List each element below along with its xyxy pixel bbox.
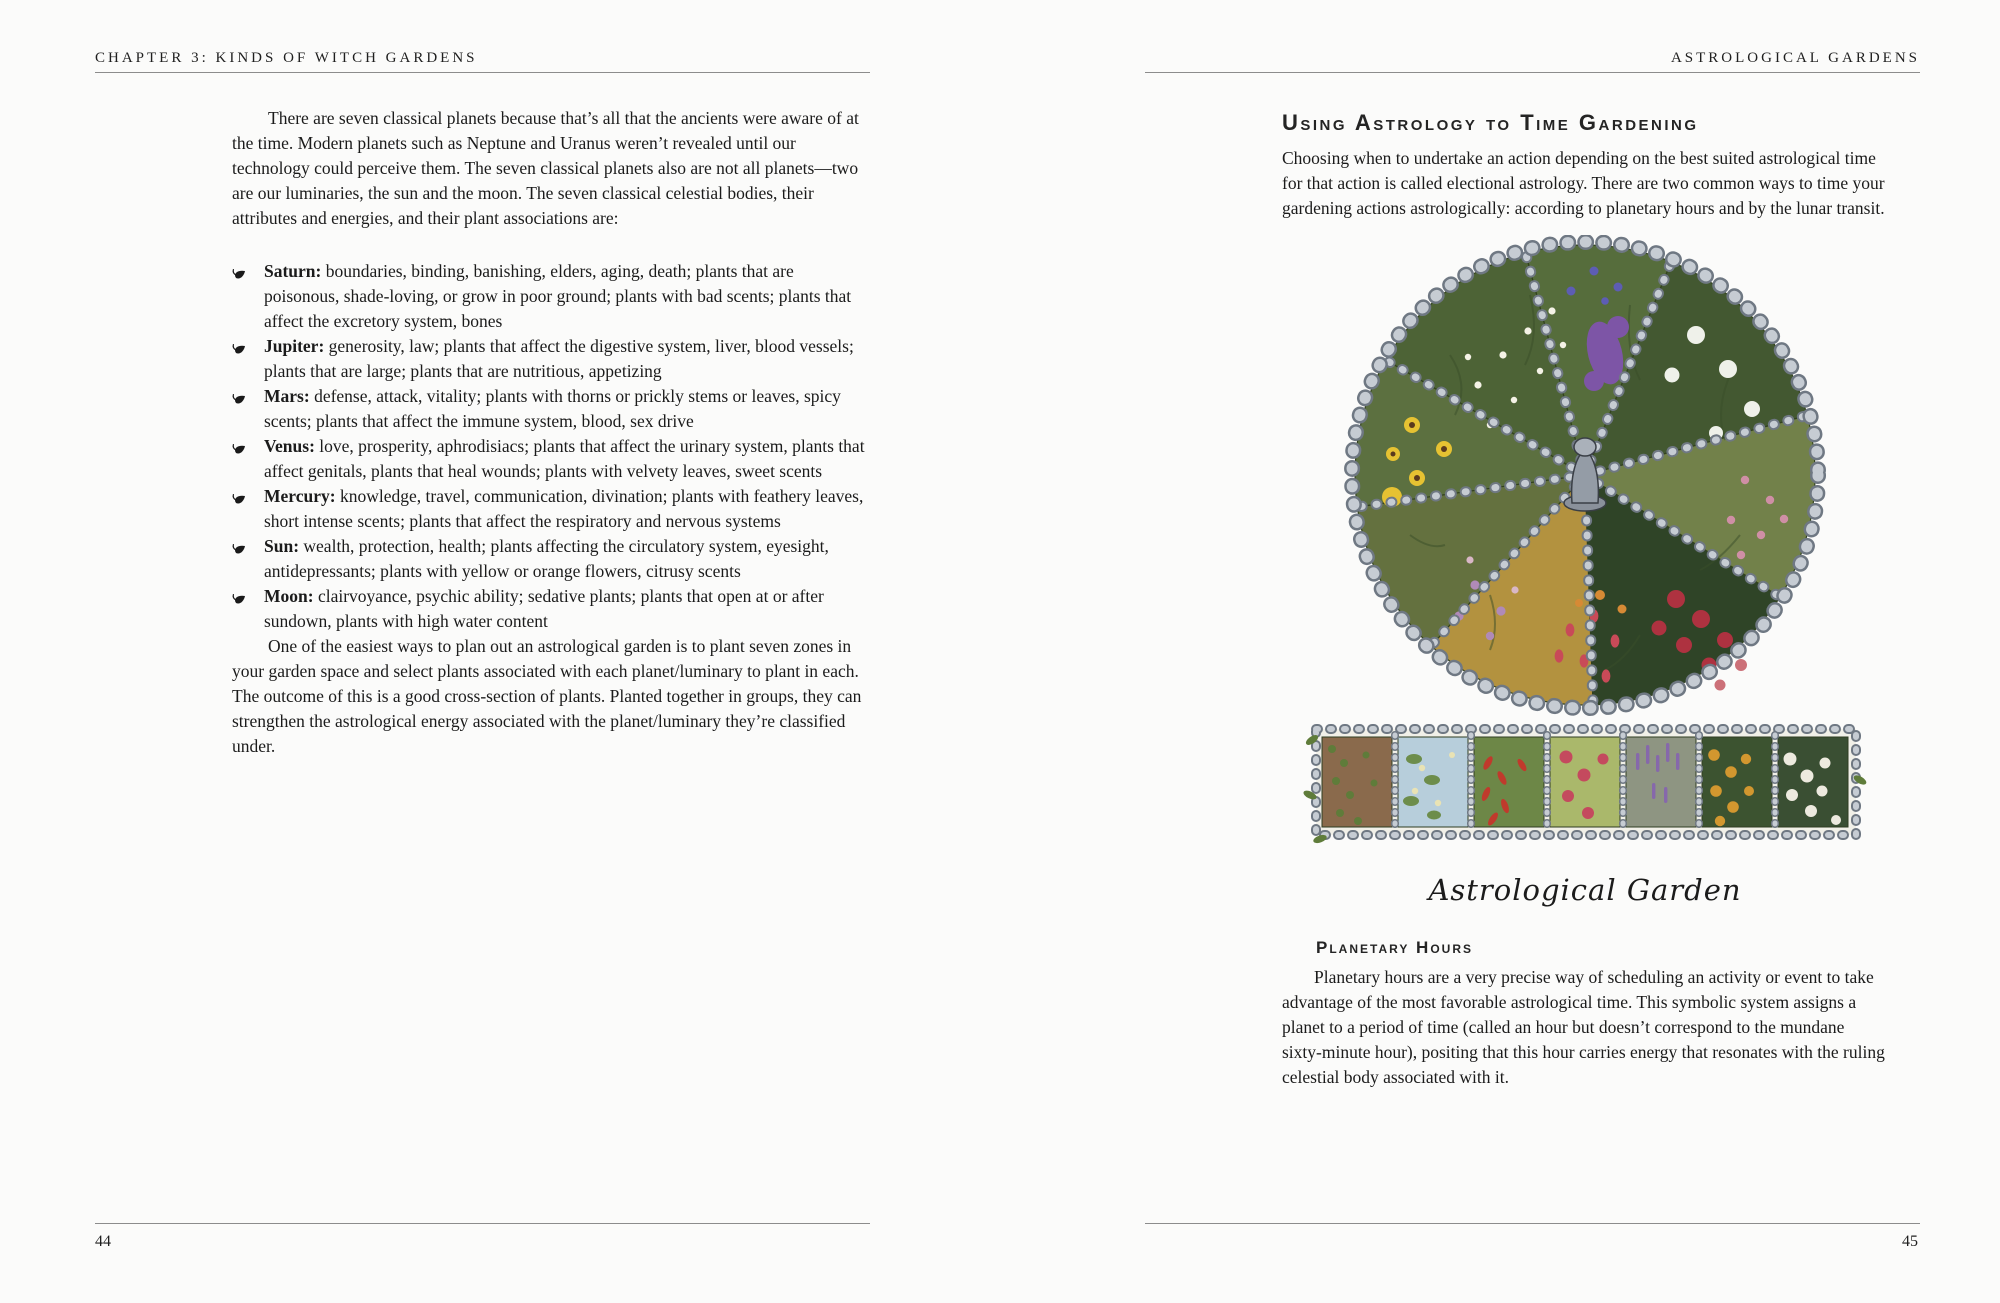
section-intro-paragraph: Choosing when to undertake an action depending on the best suited astrological time for that action is called electional astrology. There are two common ways to time your gardening actions astrologically: according to planetary hours and by the lunar transit. [1282, 148, 1885, 218]
running-head-chapter: CHAPTER 3: KINDS OF WITCH GARDENS [95, 50, 478, 66]
planet-name: Moon: [264, 586, 314, 606]
list-item-moon [232, 584, 868, 634]
bed-cell-chili [1474, 737, 1544, 827]
planet-text: boundaries, binding, banishing, elders, aging, death; plants that are poisonous, shade-loving, or grow in poor ground; plants with bad scents; plants that affect the excretory system, bones [264, 261, 852, 331]
list-item-jupiter [232, 334, 868, 384]
fleuron-bullet-icon [230, 489, 247, 503]
fleuron-bullet-icon [230, 389, 247, 403]
fleuron-bullet-icon [230, 439, 247, 453]
fleuron-bullet-icon [230, 264, 247, 278]
section-heading: Using Astrology to Time Gardening [1282, 110, 1699, 135]
planet-name: Venus: [264, 436, 315, 456]
garden-bed [1302, 729, 1868, 845]
running-head-section: ASTROLOGICAL GARDENS [1670, 50, 1920, 66]
closing-paragraph: One of the easiest ways to plan out an astrological garden is to plant seven zones in your garden space and select plants associated with each planet/luminary to plant in each. The outcome of this is a good cross-section of plants. Planted together in groups, they can strengthen the astrological energy associated with the planet/luminary they’re classified under. [232, 636, 862, 756]
planet-name: Jupiter: [264, 336, 325, 356]
fleuron-bullet-icon [230, 339, 247, 353]
bed-cell-lavender [1626, 737, 1696, 827]
planet-text: defense, attack, vitality; plants with thorns or prickly stems or leaves, spicy scents; plants that affect the immune system, blood, sex drive [264, 386, 841, 431]
astrological-garden-illustration [1282, 235, 1888, 907]
list-item-sun [232, 534, 868, 584]
left-text-column [232, 106, 868, 759]
footer-rule [1145, 1223, 1920, 1224]
list-item-mars [232, 384, 868, 434]
planet-text: generosity, law; plants that affect the digestive system, liver, blood vessels; plants that are large; plants that are nutritious, appetizing [264, 336, 854, 381]
planet-name: Mars: [264, 386, 310, 406]
page-number: 45 [1902, 1233, 1918, 1250]
intro-paragraph: There are seven classical planets because that’s all that the ancients were aware of at the time. Modern planets such as Neptune and Uranus weren’t revealed until our technology could perceive them. The seven classical planets also are not all planets—two are our luminaries, the sun and the moon. The seven classical celestial bodies, their attributes and energies, and their plant associations are: [232, 108, 859, 228]
planet-text: knowledge, travel, communication, divination; plants with feathery leaves, short intense scents; plants that affect the respiratory and nervous systems [264, 486, 864, 531]
planet-list [232, 259, 868, 634]
planet-name: Sun: [264, 536, 300, 556]
subsection-heading: Planetary Hours [1316, 938, 1474, 957]
footer-rule [95, 1223, 870, 1224]
page-number: 44 [95, 1233, 111, 1250]
list-item-venus [232, 434, 868, 484]
planet-name: Saturn: [264, 261, 322, 281]
illustration-caption: Astrological Garden [1428, 873, 1742, 907]
page-left [95, 0, 870, 1303]
right-text-column [1282, 110, 1888, 1090]
planet-text: love, prosperity, aphrodisiacs; plants that affect the urinary system, plants that affect genitals, plants that heal wounds; plants with velvety leaves, sweet scents [264, 436, 865, 481]
page-right [1145, 0, 1920, 1303]
subsection-paragraph: Planetary hours are a very precise way of scheduling an activity or event to take advantage of the most favorable astrological time. This symbolic system assigns a planet to a period of time (called an hour but doesn’t correspond to the mundane sixty-minute hour), positing that this hour carries energy that resonates with the ruling celestial body associated with it. [1282, 967, 1885, 1087]
list-item-mercury [232, 484, 868, 534]
header-rule [95, 72, 870, 73]
list-item-saturn [232, 259, 868, 334]
fleuron-bullet-icon [230, 589, 247, 603]
planet-name: Mercury: [264, 486, 336, 506]
planet-text: clairvoyance, psychic ability; sedative plants; plants that open at or after sundown, plants with high water content [264, 586, 824, 631]
garden-wheel-and-bed-drawing [1300, 235, 1870, 847]
planet-text: wealth, protection, health; plants affecting the circulatory system, eyesight, antidepressants; plants with yellow or orange flowers, citrusy scents [264, 536, 829, 581]
header-rule [1145, 72, 1920, 73]
fleuron-bullet-icon [230, 539, 247, 553]
